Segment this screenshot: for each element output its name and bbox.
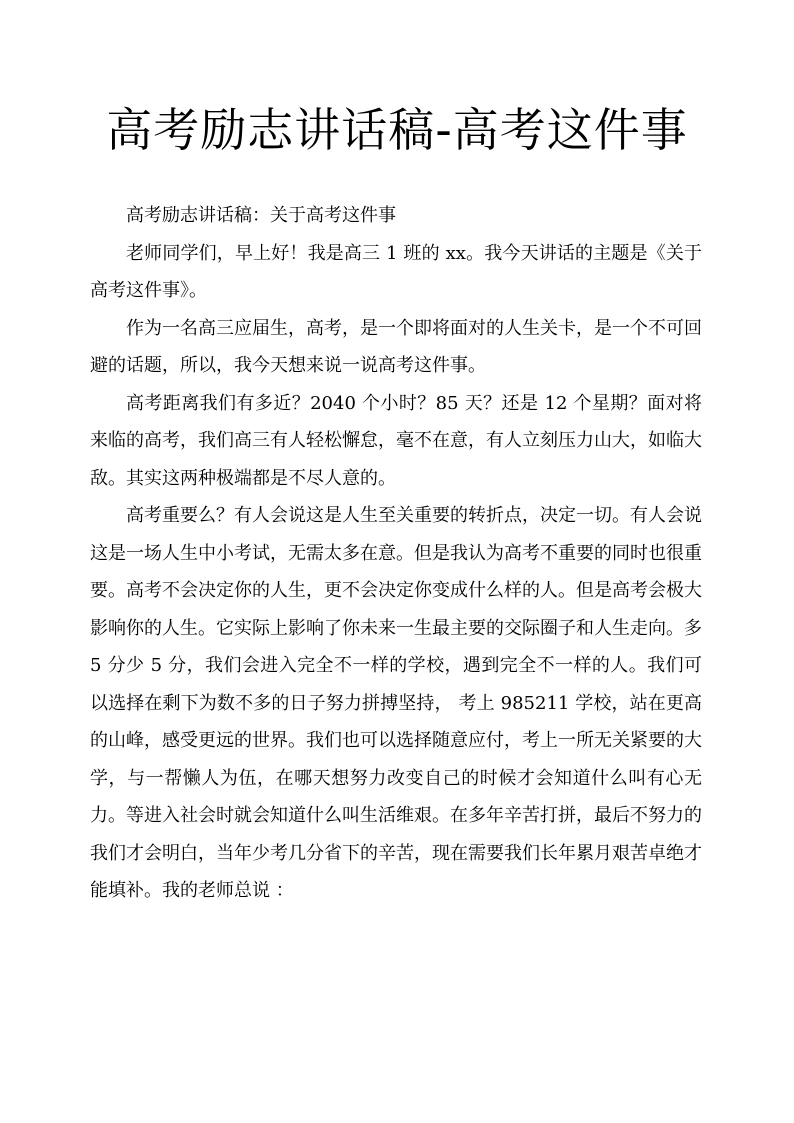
paragraph-importance: 高考重要么？有人会说这是人生至关重要的转折点，决定一切。有人会说这是一场人生中小考试，无需太多在意。但是我认为高考不重要的同时也很重要。高考不会决定你的人生，更不会决定你变成什么样的人。但是高考会极大影响你的人生。它实际上影响了你未来一生最主要的交际圈子和人生走向。多 5 分少 5 分，我们会进入完全不一样的学校，遇到完全不一样的人。我们可以选择在剩下为数不多的日子努力拼搏坚持， 考上 985211 学校，站在更高的山峰，感受更远的世界。我们也可以选择随意应付，考上一所无关紧要的大学，与一帮懒人为伍，在哪天想努力改变自己的时候才会知道什么叫有心无力。等进入社会时就会知道什么叫生活维艰。在多年辛苦打拼，最后不努力的我们才会明白，当年少考几分省下的辛苦，现在需要我们长年累月艰苦卓绝才能填补。我的老师总说 ：	[90, 505, 702, 901]
page-title: 高考励志讲话稿-高考这件事	[106, 103, 688, 157]
paragraph-intro: 作为一名高三应届生，高考，是一个即将面对的人生关卡，是一个不可回避的话题，所以，我今天想来说一说高考这件事。	[90, 317, 702, 376]
paragraph-greeting: 老师同学们，早上好！我是高三 1 班的 xx。我今天讲话的主题是《关于高考这件事》。	[90, 242, 702, 301]
paragraph-subtitle: 高考励志讲话稿：关于高考这件事	[126, 205, 396, 226]
document-body	[90, 197, 702, 910]
paragraph-countdown: 高考距离我们有多近？2040 个小时？85 天？还是 12 个星期？面对将来临的高考，我们高三有人轻松懈怠，毫不在意，有人立刻压力山大，如临大敌。其实这两种极端都是不尽人意的。	[90, 392, 702, 489]
